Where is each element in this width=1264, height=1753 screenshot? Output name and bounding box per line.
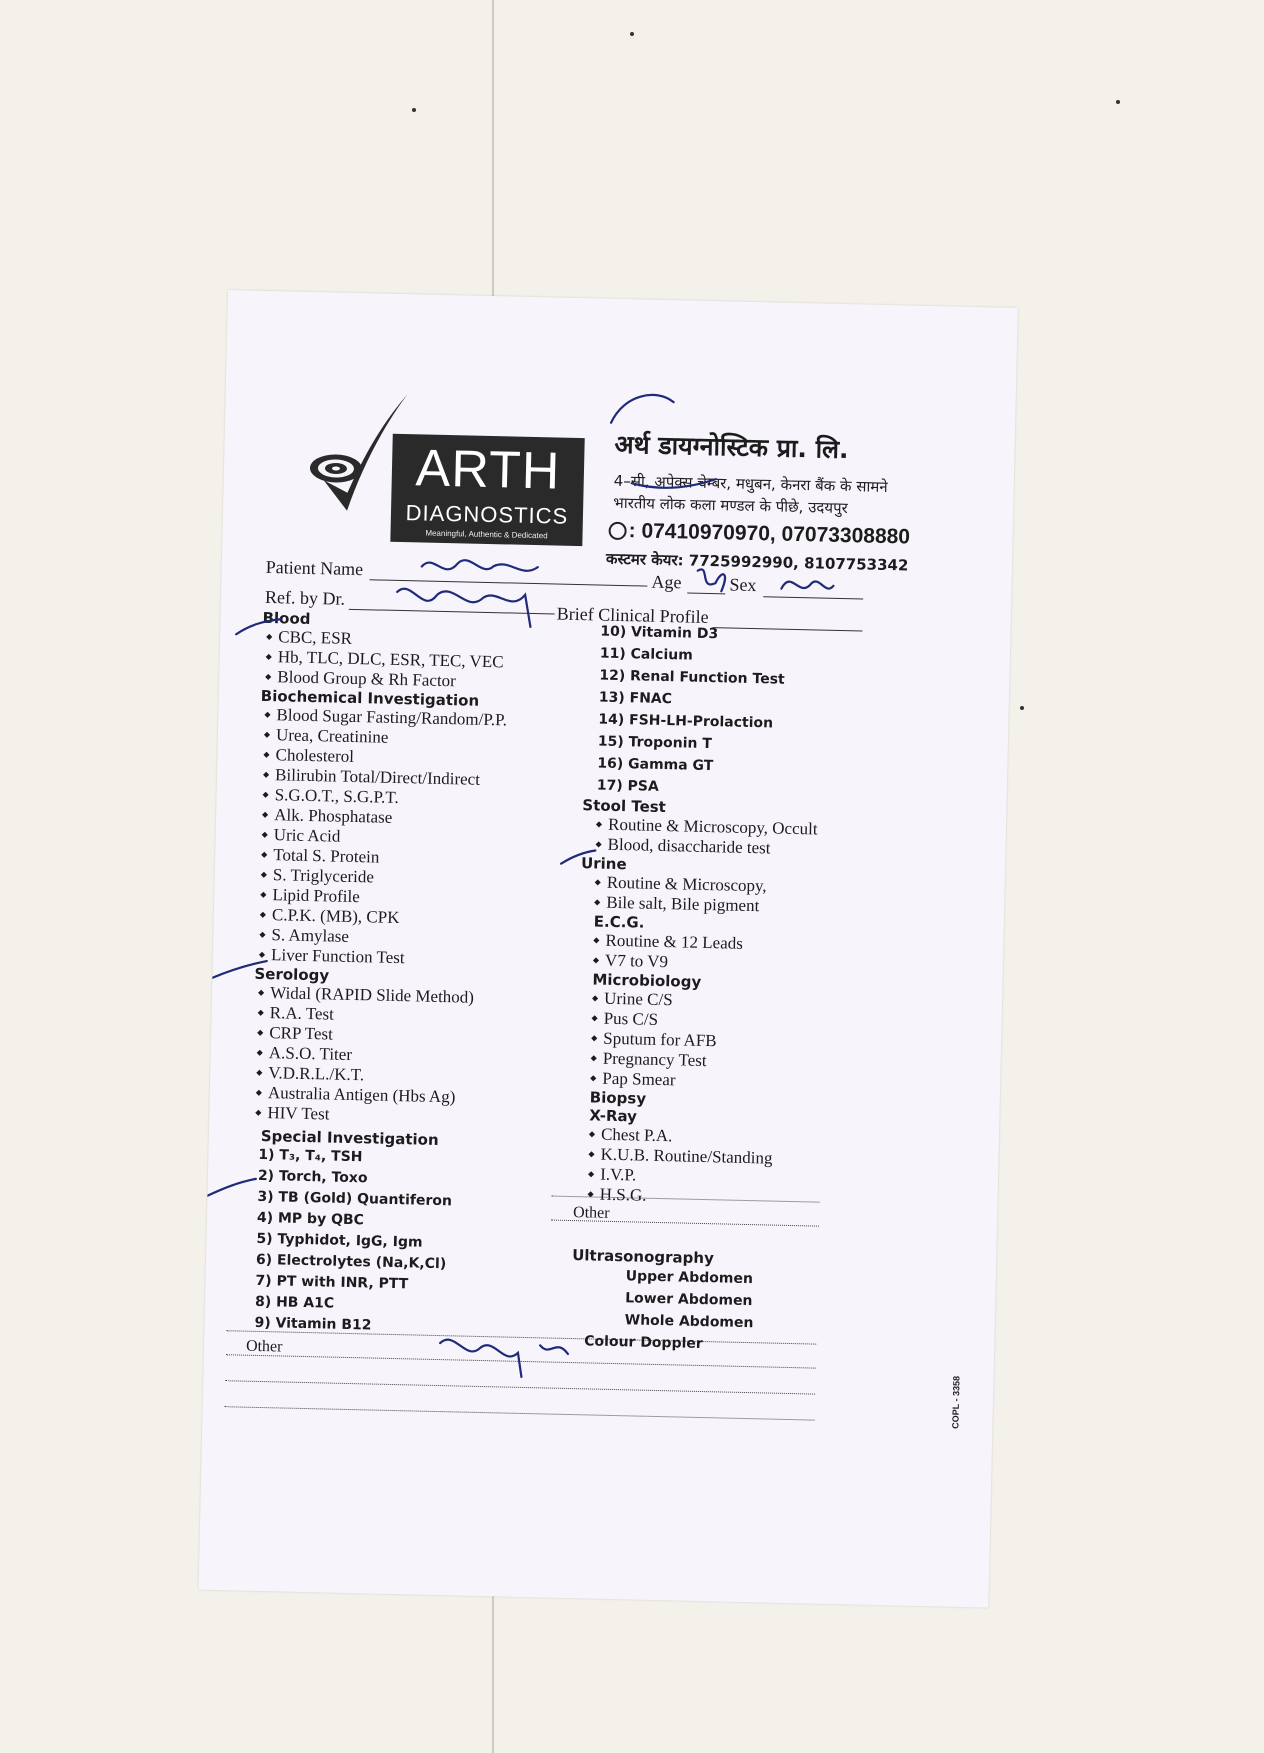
checkbox-item-sputum[interactable]: ◆ Sputum for AFB	[591, 1028, 813, 1053]
ink-signature-scribble	[439, 1339, 568, 1378]
checkbox-item-lipid-profile[interactable]: ◆ Lipid Profile	[260, 885, 503, 910]
checkbox-item-alk-phosphatase[interactable]: ◆ Alk. Phosphatase	[262, 805, 505, 830]
ink-age-scribble	[697, 569, 725, 591]
checkbox-item-hiv[interactable]: ◆ HIV Test	[255, 1103, 498, 1128]
logo-tagline: Meaningful, Authentic & Dedicated	[425, 528, 548, 541]
numbered-item-electrolytes[interactable]: 6) Electrolytes (Na,K,Cl)	[255, 1251, 447, 1273]
other-label-right: Other	[572, 1204, 610, 1222]
logo-subtitle: DIAGNOSTICS	[405, 500, 569, 529]
ink-tick-mp-qbc	[207, 1178, 255, 1197]
section-heading-urine: Urine	[580, 854, 627, 874]
checkbox-item-pregnancy[interactable]: ◆ Pregnancy Test	[590, 1048, 812, 1073]
checkbox-item-blood-group[interactable]: ◆ Blood Group & Rh Factor	[265, 667, 508, 692]
usg-item-whole-abdomen[interactable]: Whole Abdomen	[624, 1312, 754, 1332]
section-heading-xray: X-Ray	[589, 1106, 638, 1126]
checkbox-item-vdrl[interactable]: ◆ V.D.R.L./K.T.	[256, 1063, 499, 1088]
requisition-slip	[199, 290, 1018, 1608]
checkbox-item-urine-cs[interactable]: ◆ Urine C/S	[592, 988, 814, 1013]
checkbox-item-ecg-routine[interactable]: ◆ Routine & 12 Leads	[593, 930, 815, 955]
checkbox-item-total-protein[interactable]: ◆ Total S. Protein	[261, 845, 504, 870]
logo-name: ARTH	[415, 439, 561, 501]
checkbox-item-australia-antigen[interactable]: ◆ Australia Antigen (Hbs Ag)	[256, 1083, 499, 1108]
numbered-item-mp-qbc[interactable]: 4) MP by QBC	[256, 1209, 365, 1229]
checkbox-item-pus-cs[interactable]: ◆ Pus C/S	[591, 1008, 813, 1033]
checkbox-item-blood-sugar[interactable]: ◆ Blood Sugar Fasting/Random/P.P.	[264, 705, 507, 730]
patient-name-label: Patient Name	[265, 556, 364, 580]
checkbox-item-triglyceride[interactable]: ◆ S. Triglyceride	[261, 865, 504, 890]
dust-speck	[412, 108, 416, 112]
clinical-profile-label: Brief Clinical Profile	[556, 603, 709, 627]
checkbox-item-cbc-esr[interactable]: ◆ CBC, ESR	[266, 627, 509, 652]
checkbox-item-widal[interactable]: ◆ Widal (RAPID Slide Method)	[258, 983, 501, 1008]
customer-care: कस्टमर केयर: 7725992990, 8107753342	[605, 549, 909, 575]
checkbox-item-sgot[interactable]: ◆ S.G.O.T., S.G.P.T.	[262, 785, 505, 810]
dust-speck	[1020, 706, 1024, 710]
numbered-item-troponin[interactable]: 15) Troponin T	[597, 733, 713, 753]
section-heading-blood: Blood	[262, 608, 311, 628]
numbered-item-fsh-lh[interactable]: 14) FSH-LH-Prolaction	[598, 711, 774, 732]
usg-item-upper-abdomen[interactable]: Upper Abdomen	[625, 1268, 754, 1288]
usg-item-lower-abdomen[interactable]: Lower Abdomen	[625, 1290, 753, 1310]
ink-arc-mark	[611, 394, 674, 424]
company-name-hindi: अर्थ डायग्नोस्टिक प्रा. लि.	[614, 429, 849, 465]
ink-doctor-scribble	[396, 589, 531, 627]
section-heading-microbiology: Microbiology	[592, 970, 702, 991]
checkbox-item-crp[interactable]: ◆ CRP Test	[257, 1023, 500, 1048]
checkbox-item-cholesterol[interactable]: ◆ Cholesterol	[263, 745, 506, 770]
ref-by-doctor-label: Ref. by Dr.	[264, 586, 346, 609]
numbered-item-calcium[interactable]: 11) Calcium	[599, 645, 693, 664]
checkbox-item-uric-acid[interactable]: ◆ Uric Acid	[261, 825, 504, 850]
ink-tick-cbc	[236, 618, 280, 635]
numbered-item-tb-gold[interactable]: 3) TB (Gold) Quantiferon	[257, 1188, 453, 1210]
section-heading-special: Special Investigation	[260, 1126, 439, 1149]
numbered-item-typhidot[interactable]: 5) Typhidot, IgG, Igm	[256, 1230, 423, 1251]
section-heading-ecg: E.C.G.	[593, 912, 645, 932]
checkbox-item-aso[interactable]: ◆ A.S.O. Titer	[256, 1043, 499, 1068]
ink-tick-widal	[212, 960, 266, 979]
section-heading-biochemical: Biochemical Investigation	[260, 686, 480, 710]
ink-patient-name-scribble	[422, 559, 538, 571]
other-label-left: Other	[245, 1337, 283, 1356]
numbered-item-pt-inr[interactable]: 7) PT with INR, PTT	[255, 1272, 409, 1293]
numbered-item-psa[interactable]: 17) PSA	[596, 777, 659, 795]
checkbox-item-lft[interactable]: ◆ Liver Function Test	[259, 945, 502, 970]
address-line-2: भारतीय लोक कला मण्डल के पीछे, उदयपुर	[613, 493, 848, 518]
checkbox-item-bile-salt[interactable]: ◆ Bile salt, Bile pigment	[594, 892, 816, 917]
dust-speck	[630, 32, 634, 36]
checkbox-item-ivp[interactable]: ◆ I.V.P.	[588, 1164, 810, 1189]
checkbox-item-pap-smear[interactable]: ◆ Pap Smear	[590, 1068, 812, 1093]
age-label: Age	[651, 571, 682, 593]
form-code: COPL - 3358	[950, 1375, 962, 1429]
numbered-item-vitamin-d3[interactable]: 10) Vitamin D3	[600, 623, 719, 643]
section-heading-serology: Serology	[254, 964, 330, 985]
checkbox-item-cpk[interactable]: ◆ C.P.K. (MB), CPK	[260, 905, 503, 930]
section-heading-ultrasonography: Ultrasonography	[571, 1246, 715, 1268]
phone-text: : 07410970970, 07073308880	[628, 519, 911, 549]
checkbox-item-hb-tlc[interactable]: ◆ Hb, TLC, DLC, ESR, TEC, VEC	[265, 647, 508, 672]
checkbox-item-stool-blood[interactable]: ◆ Blood, disaccharide test	[595, 834, 817, 859]
numbered-item-gamma-gt[interactable]: 16) Gamma GT	[597, 755, 714, 775]
numbered-item-fnac[interactable]: 13) FNAC	[598, 689, 673, 708]
checkbox-item-urine-routine[interactable]: ◆ Routine & Microscopy,	[594, 872, 816, 897]
handwriting-layer	[199, 290, 1018, 1608]
section-heading-biopsy: Biopsy	[589, 1088, 647, 1108]
checkbox-item-bilirubin[interactable]: ◆ Bilirubin Total/Direct/Indirect	[263, 765, 506, 790]
numbered-item-t3-t4[interactable]: 1) T₃, T₄, TSH	[258, 1146, 363, 1166]
usg-item-colour-doppler[interactable]: Colour Doppler	[584, 1333, 703, 1353]
numbered-item-vitamin-b12[interactable]: 9) Vitamin B12	[254, 1314, 372, 1334]
sex-label: Sex	[729, 574, 757, 596]
checkbox-item-hsg[interactable]: ◆ H.S.G.	[587, 1184, 809, 1209]
checkbox-item-ra-test[interactable]: ◆ R.A. Test	[257, 1003, 500, 1028]
numbered-item-rft[interactable]: 12) Renal Function Test	[599, 667, 785, 688]
numbered-item-hba1c[interactable]: 8) HB A1C	[254, 1293, 335, 1312]
checkbox-item-kub[interactable]: ◆ K.U.B. Routine/Standing	[588, 1144, 810, 1169]
checkbox-item-stool-routine[interactable]: ◆ Routine & Microscopy, Occult	[596, 814, 818, 839]
section-heading-stool: Stool Test	[582, 796, 667, 817]
checkbox-item-urea[interactable]: ◆ Urea, Creatinine	[264, 725, 507, 750]
checkbox-item-chest-pa[interactable]: ◆ Chest P.A.	[589, 1124, 811, 1149]
ink-underline-mark	[632, 477, 716, 489]
checkbox-item-v7-v9[interactable]: ◆ V7 to V9	[593, 950, 815, 975]
checkbox-item-amylase[interactable]: ◆ S. Amylase	[259, 925, 502, 950]
ink-sex-scribble	[781, 581, 833, 590]
dust-speck	[1116, 100, 1120, 104]
address-line-1: 4–सी, अपेक्स चेम्बर, मधुबन, केनरा बैंक के सामने	[613, 471, 888, 497]
ink-tick-urine	[561, 850, 595, 865]
numbered-item-torch[interactable]: 2) Torch, Toxo	[257, 1167, 368, 1187]
